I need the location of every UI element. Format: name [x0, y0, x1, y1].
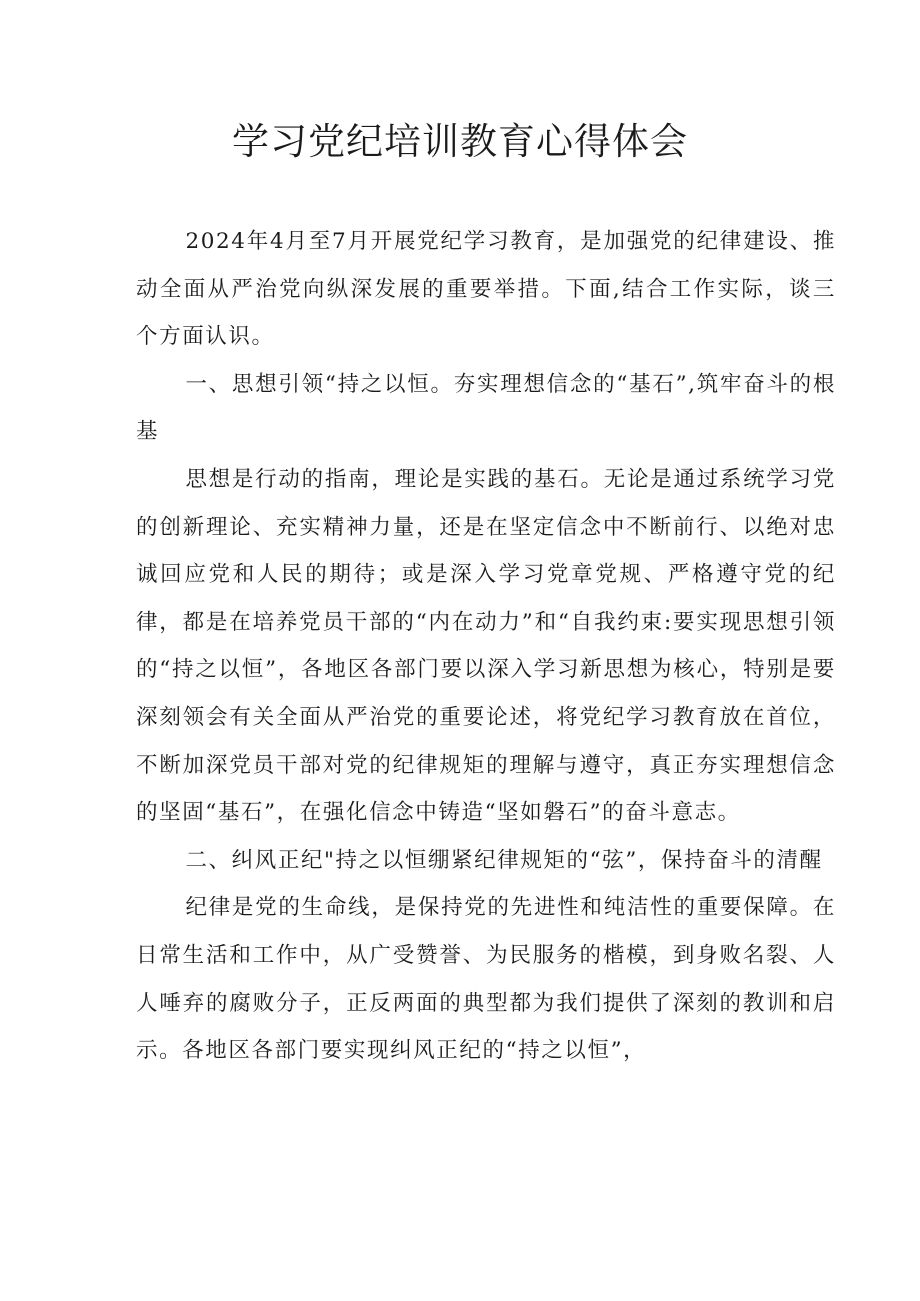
paragraph-section-1: 思想是行动的指南，理论是实践的基石。无论是通过系统学习党的创新理论、充实精神力量，还是在坚定信念中不断前行、以绝对忠诚回应党和人民的期待；或是深入学习党章党规、严格遵守党的纪律，都是在培养党员干部的“内在动力”和“自我约束:要实现思想引领的“持之以恒”，各地区各部门要以深入学习新思想为核心，特别是要深刻领会有关全面从严治党的重要论述，将党纪学习教育放在首位，不断加深党员干部对党的纪律规矩的理解与遵守，真正夯实理想信念的坚固“基石”，在强化信念中铸造“坚如磐石”的奋斗意志。	[136, 466, 836, 826]
paragraph-section-2: 纪律是党的生命线，是保持党的先进性和纯洁性的重要保障。在日常生活和工作中，从广受赞誉、为民服务的楷模，到身败名裂、人人唾弃的腐败分子，正反两面的典型都为我们提供了深刻的教训和启示。各地区各部门要实现纠风正纪的“持之以恒”，	[136, 895, 836, 1064]
section-heading-2: 二、纠风正纪"持之以恒绷紧纪律规矩的“弦”，保持奋斗的清醒	[185, 847, 823, 873]
paragraph-intro: 2024年4月至7月开展党纪学习教育，是加强党的纪律建设、推动全面从严治党向纵深发展的重要举措。下面,结合工作实际，谈三个方面认识。	[136, 229, 836, 350]
document-body	[136, 218, 836, 1075]
document-title: 学习党纪培训教育心得体会	[232, 120, 688, 163]
section-heading-1: 一、思想引领“持之以恒。夯实理想信念的“基石”,筑牢奋斗的根基	[136, 371, 836, 445]
